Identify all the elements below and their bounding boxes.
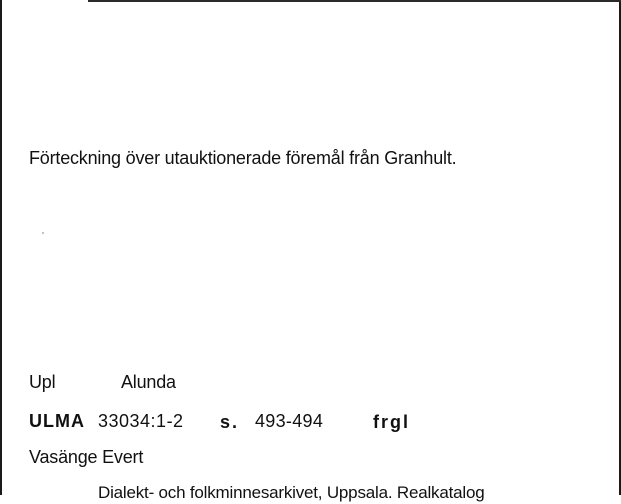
collector-name: Vasänge Evert xyxy=(29,447,144,467)
page-range: 493-494 xyxy=(255,411,324,431)
province-label: Upl xyxy=(29,372,56,392)
archive-label: ULMA xyxy=(29,411,85,431)
card-top-rule xyxy=(88,0,621,2)
archive-footer: Dialekt- och folkminnesarkivet, Uppsala. Realkatalog xyxy=(98,483,485,502)
card-title: Förteckning över utauktionerade föremål från Granhult. xyxy=(29,148,457,168)
type-code: frgl xyxy=(373,412,410,432)
archive-number: 33034:1-2 xyxy=(98,411,184,431)
paper-speck xyxy=(42,232,44,234)
page-abbreviation: s. xyxy=(220,412,240,432)
parish-label: Alunda xyxy=(121,372,176,392)
